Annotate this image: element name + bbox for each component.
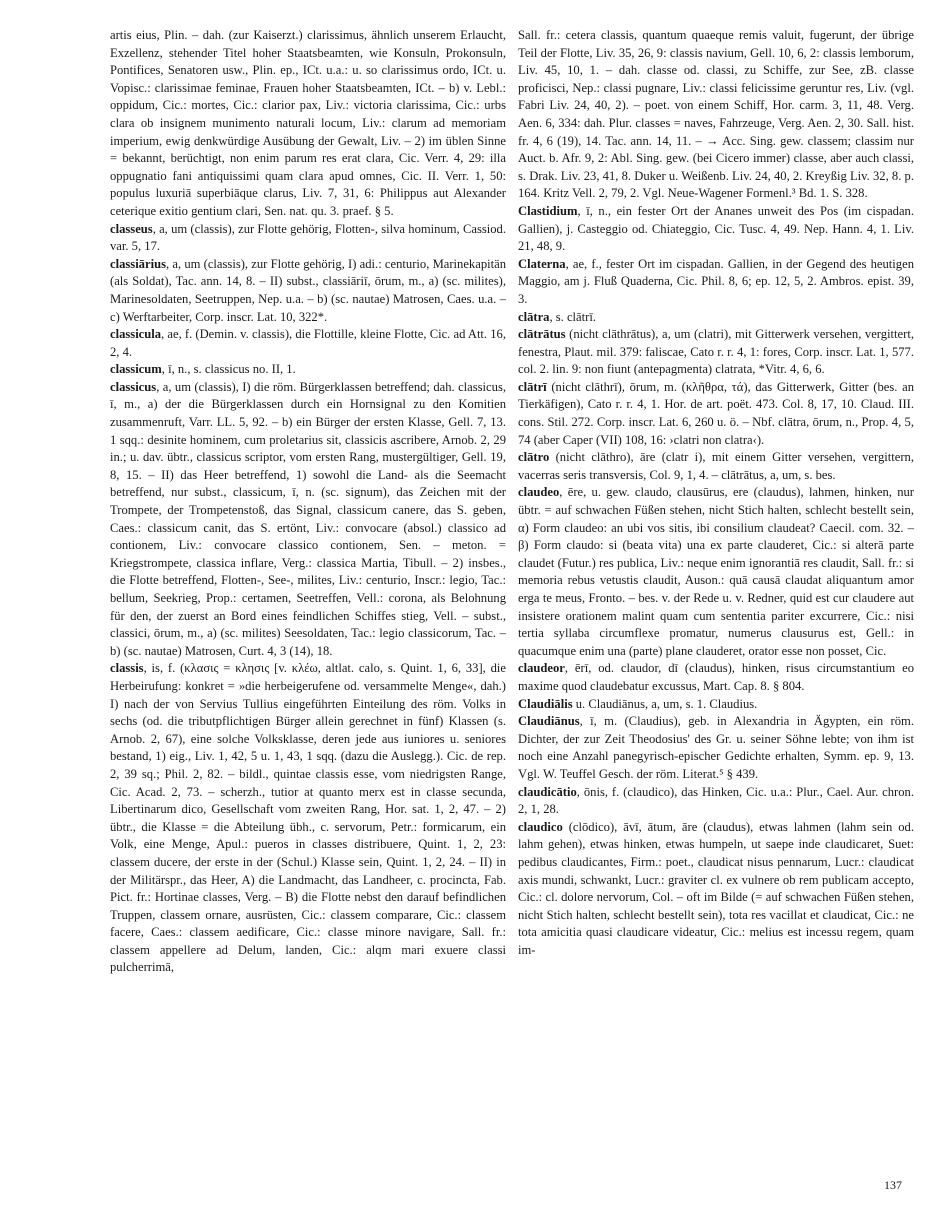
entry-text: , ōnis, f. (claudico), das Hinken, Cic. u.a.: Plur., Cael. Aur. chron. 2, 1, 28. (518, 784, 914, 817)
lemma: Clastidium (518, 203, 578, 218)
entry-text: , s. clātrī. (549, 309, 596, 324)
entry-text: , is, f. (κλασις = κλησις [v. κλέω, altlat. calo, s. Quint. 1, 6, 33], die Herbeirufung: konkret = »die herbeigerufene od. versammelte Menge«, dah.) I) nach der von Servius Tullius eingeführten Einteilung des röm. Volks in sechs (od. die tributpflichtigen Bürger allein gerechnet in fünf) Klassen (s. Arnob. 2, 67), eine solche Volksklasse, deren jede aus iuniores u. seniores bestand, 1) eig., Liv. 1, 42, 5 u. 1, 43, 1 sqq. (dazu die Auslegg.). Cic. de rep. 2, 39 sq.; Phil. 2, 82. – bildl., quintae classis esse, vom niedrigsten Range, Cic. Acad. 2, 73. – scherzh., tutior at quanto merx est in classe secunda, Libertinarum dico, Gesellschaft vom zweiten Rang, Hor. sat. 1, 2, 47. – 2) übtr., die Klasse = die Abteilung übh., c. servorum, Petr.: formicarum, ein Volk, eine Menge, Apul.: pueros in classes distribuere, Quint. 1, 2, 23: classem ducere, der erste in der (Schul.) Klasse sein, Quint. 1, 2, 24. – II) in der Militärspr., das Heer, A) die Landmacht, das Landheer, c. procincta, Fab. Pict. fr.: Hortinae classes, Verg. – B) die Flotte nebst den darauf befindlichen Truppen, classem ornare, ausrüsten, Cic.: classem comparare, Cic.: classem facere, Caes.: classem aedificare, Cic.: classe minore navigare, Sall. fr.: classem appellere ad Delum, landen, Cic.: alqm mari exuere classi pulcherrimā, (110, 661, 506, 975)
left-column (110, 27, 506, 977)
dictionary-entry (518, 449, 914, 484)
entry-text: artis eius, Plin. – dah. (zur Kaiserzt.) clarissimus, ähnlich unserem Erlaucht, Exzellenz, stehender Titel hoher Staatsbeamten, wie Konsuln, Prokonsuln, Pontifices, Senatoren usw., Plin. ep., ICt. u.a.: u. so clarissimus ordo, ICt. u. Vopisc.: clarissimae feminae, Frauen hoher Staatsbeamten, ICt. – b) v. Lebl.: oppidum, Cic.: mortes, Cic.: clarior pax, Liv.: victoria clarissima, Cic.: urbs clara ob insignem munimento naturali locum, Liv.: clarum ad memoriam imperium, ewig denkwürdige Ausübung der Gewalt, Liv. – 2) im üblen Sinne = bekannt, berüchtigt, non enim parum res erat clara, Cic. Verr. 4, 29: illa oppugnatio fani antiquissimi quam clara apud omnes, Cic. II. Verr. 1, 50: populus luxuriā superbiāque clarus, Liv. 7, 31, 6: Philippus aut Alexander ceterique exitio gentium clari, Sen. nat. qu. 3. praef. § 5. (110, 28, 506, 218)
dictionary-entry (518, 484, 914, 660)
page-number: 137 (884, 1178, 902, 1192)
dictionary-entry (518, 256, 914, 309)
dictionary-entry (518, 713, 914, 783)
entry-text: (nicht clāthrātus), a, um (clatri), mit Gitterwerk versehen, vergittert, fenestra, Plaut. mil. 379: faliscae, Cato r. r. 4, 1: fores, Corp. inscr. Lat. 1, 577. col. 2. lin. 9: non fiunt (antepagmenta) clatrata, *Vitr. 4, 6, 6. (518, 327, 914, 377)
lemma: Claudiālis (518, 696, 573, 711)
lemma: claudeor (518, 661, 565, 676)
entry-text: , a, um (classis), zur Flotte gehörig, Flotten-, silva hominum, Cassiod. var. 5, 17. (110, 221, 506, 254)
lemma: claudeo (518, 485, 560, 500)
entry-text: (nicht clāthrī), ōrum, m. (κλῆθρα, τά), das Gitterwerk, Gitter (bes. an Tierkäfigen), Cato r. r. 4, 1. Hor. de art. poët. 473. Col. 8, 17, 10. Claud. III. cons. Stil. 272. Corp. inscr. Lat. 6, 260 u. ö. – Nbf. clātra, ōrum, n., Prop. 4, 5, 74 (aber Caper (VII) 108, 16: ›clatri non clatra‹). (518, 379, 914, 447)
lemma: clātra (518, 309, 550, 324)
entry-text: , ēre, u. gew. claudo, clausūrus, ere (claudus), lahmen, hinken, nur übtr. = auf schwachen Füßen stehen, nicht Stich halten, schlecht bestellt sein, α) Form claudeo: an ubi vos sitis, ibi consilium claudeat? Caecil. com. 32. – β) Form claudo: si (beata vita) una ex parte clauderet, Cic.: si alterā parte claudet (Futur.) res publica, Liv.: neque enim ignorantiā res claudit, Sall. fr.: si memoria rebus vetustis claudit, Auson.: quā causā claudat aliquantum amor erga te meus, Fronto. – bes. v. der Rede u. v. Redner, quid est cur claudere aut insistere orationem malint quam cum sententia pariter excurrere, Cic.: nisi tertia syllaba circumflexe promatur, numerus clausurus est, Gell.: in quacumque enim una (parte) plane clauderet, orator esse non posset, Cic. (518, 485, 914, 658)
lemma: claudicātio (518, 784, 577, 799)
dictionary-entry (110, 221, 506, 256)
lemma: classicula (110, 327, 162, 342)
entry-text: (clōdico), āvī, ātum, āre (claudus), etwas lahmen (lahm sein od. lahm gehen), etwas hinken, etwas humpeln, ut saepe inde claudicaret, Suet: pedibus claudicantes, Firm.: poet., claudicat nisus pennarum, Lucr.: claudicat axis mundi, schwankt, Lucr.: graviter cl. ex vulnere ob rem publicam accepto, Cic.: cl. dolore nervorum, Col. – oft im Bilde (= auf schwachen Füßen stehen, nicht Stich halten, schlecht bestellt sein), tota res vacillat et claudicat, Cic.: ne tota amicitia quasi claudicare videatur, Cic.: melius est incessu regem, quam im- (518, 819, 914, 957)
lemma: classis (110, 661, 144, 676)
entry-text: , ī, m. (Claudius), geb. in Alexandria in Ägypten, ein röm. Dichter, der zur Zeit Theodosius' des Gr. u. seiner Söhne lebte; von ihm ist noch eine Anzahl panegyrisch-epischer Gedichte erhalten, Symm. ep. 9, 13. Vgl. W. Teuffel Gesch. der röm. Literat.⁵ § 439. (518, 714, 914, 781)
lemma: clātrātus (518, 327, 566, 342)
entry-text: (nicht clāthro), āre (clatr i), mit einem Gitter versehen, vergittern, vacerras seris transversis, Col. 9, 1, 4. – clātrātus, a, um, s. bes. (518, 450, 914, 482)
dictionary-entry (518, 696, 914, 714)
entry-text: , a, um (classis), I) die röm. Bürgerklassen betreffend; dah. classicus, ī, m., a) der die Bürgerklassen durch ein Hornsignal zu den Komitien zusammenruft, Varr. LL. 5, 92. – b) ein Bürger der ersten Klasse, Gell. 7, 13. 1 sqq.: desinite hominem, cum proletarius sit, classicis ascribere, Arnob. 2, 29 in.; u. dav. übtr., classicus scriptor, vom ersten Rang, mustergültiger, Gell. 19, 8, 15. – II) das Heer betreffend, 1) sowohl die Land- als die Seemacht betreffend, nur subst., classicum, ī, n. (sc. signum), das Zeichen mit der Trompete, der Trompetenstoß, das Signal, classicum canere, das S. geben, Caes.: classicum canit, das S. ertönt, Liv.: convocare (absol.) classico ad contionem, Liv.: convocare classico contionem, Sen. – meton. = Kriegstrompete, classica inflare, Verg.: classica Martia, Tibull. – 2) insbes., die Flotte betreffend, Flotten-, See-, milites, Liv.: centurio, Inscr.: legio, Tac.: bellum, Seekrieg, Prop.: certamen, Seetreffen, Vell.: corona, als Belohnung für den, der zuerst an Bord eines feindlichen Schiffes stieg, Vell. – subst., classici, ōrum, m., a) (sc. milites) Seesoldaten, Tac.: legio classicorum, Tac. – b) (sc. nautae) Matrosen, Curt. 4, 3 (14), 18. (110, 379, 506, 658)
dictionary-entry (110, 256, 506, 326)
lemma: classicus (110, 379, 157, 394)
dictionary-entry (110, 326, 506, 361)
entry-text: , ī, n., s. classicus no. II, 1. (161, 362, 296, 377)
entry-text: , ae, f., fester Ort im cispadan. Gallien, in der Gegend des heutigen Maggio, am j. Fluß Quaderna, Cic. Phil. 8, 6; ep. 12, 5, 2. Ambros. epist. 39, 3. (518, 256, 914, 306)
lemma: clātrī (518, 379, 547, 394)
entry-text: Sall. fr.: cetera classis, quantum quaeque remis valuit, fugerunt, der übrige Teil der Flotte, Liv. 35, 26, 9: classis navium, Gell. 10, 6, 2: classis lemborum, Liv. 45, 10, 1. – dah. classe od. classi, zu Schiffe, zur See, zB. classe proficisci, Nep.: classi pugnare, Liv.: classi felicissime geruntur res, Liv. (vgl. Fabri Liv. 24, 40, 2). – poet. von einem Schiff, Hor. carm. 3, 11, 48. Verg. Aen. 6, 334: dah. Plur. classes = naves, Fahrzeuge, Verg. Aen. 2, 30. Sall. hist. fr. 4, 6 (19), 14. Tac. ann. 14, 11. – → Acc. Sing. gew. classem; classim nur Auct. b. Afr. 9, 2: Abl. Sing. gew. (bei Cicero immer) classe, aber auch classi, s. Drak. Liv. 23, 41, 8. Duker u. Weißenb. Liv. 24, 40, 2. Kreyßig Liv. 32, 8. p. 164. Kritz Vell. 2, 79, 2. Vgl. Neue-Wagener Formenl.³ Bd. 1. S. 328. (518, 28, 914, 201)
entry-text: , ī, n., ein fester Ort der Ananes unweit des Pos (im cispadan. Gallien), j. Casteggio od. Chiateggio, Cic. Tusc. 4, 49. Nep. Hann. 4, 1. Liv. 21, 48, 9. (518, 203, 914, 254)
lemma: classicum (110, 362, 162, 377)
dictionary-entry (518, 203, 914, 256)
dictionary-entry (110, 27, 506, 221)
dictionary-entry (518, 326, 914, 379)
lemma: classeus (110, 221, 153, 236)
dictionary-entry (518, 309, 914, 327)
dictionary-entry (110, 660, 506, 977)
entry-text: , ērī, od. claudor, dī (claudus), hinken, risus circumstantium eo maxime quod claudebatur excussus, Mart. Cap. 8. § 804. (518, 661, 914, 693)
lemma: clātro (518, 450, 550, 465)
entry-text: , a, um (classis), zur Flotte gehörig, I) adi.: centurio, Marinekapitän (als Soldat), Tac. ann. 14, 8. – II) subst., classiāriī, ōrum, m., a) (sc. milites), Marinesoldaten, Seetruppen, Nep. u.a. – b) (sc. nautae) Matrosen, Caes. u.a. – c) Werftarbeiter, Corp. inscr. Lat. 10, 322*. (110, 256, 506, 324)
lemma: classiārius (110, 256, 166, 271)
dictionary-entry (110, 379, 506, 661)
entry-text: u. Claudiānus, a, um, s. 1. Claudius. (572, 696, 758, 711)
lemma: claudico (518, 819, 563, 834)
entry-text: , ae, f. (Demin. v. classis), die Flottille, kleine Flotte, Cic. ad Att. 16, 2, 4. (110, 327, 506, 359)
dictionary-entry (518, 819, 914, 960)
dictionary-entry (110, 361, 506, 379)
dictionary-entry (518, 379, 914, 449)
dictionary-entry (518, 27, 914, 203)
lemma: Claudiānus (518, 714, 580, 729)
lemma: Claterna (518, 256, 566, 271)
dictionary-entry (518, 660, 914, 695)
dictionary-entry (518, 784, 914, 819)
right-column (518, 27, 914, 959)
